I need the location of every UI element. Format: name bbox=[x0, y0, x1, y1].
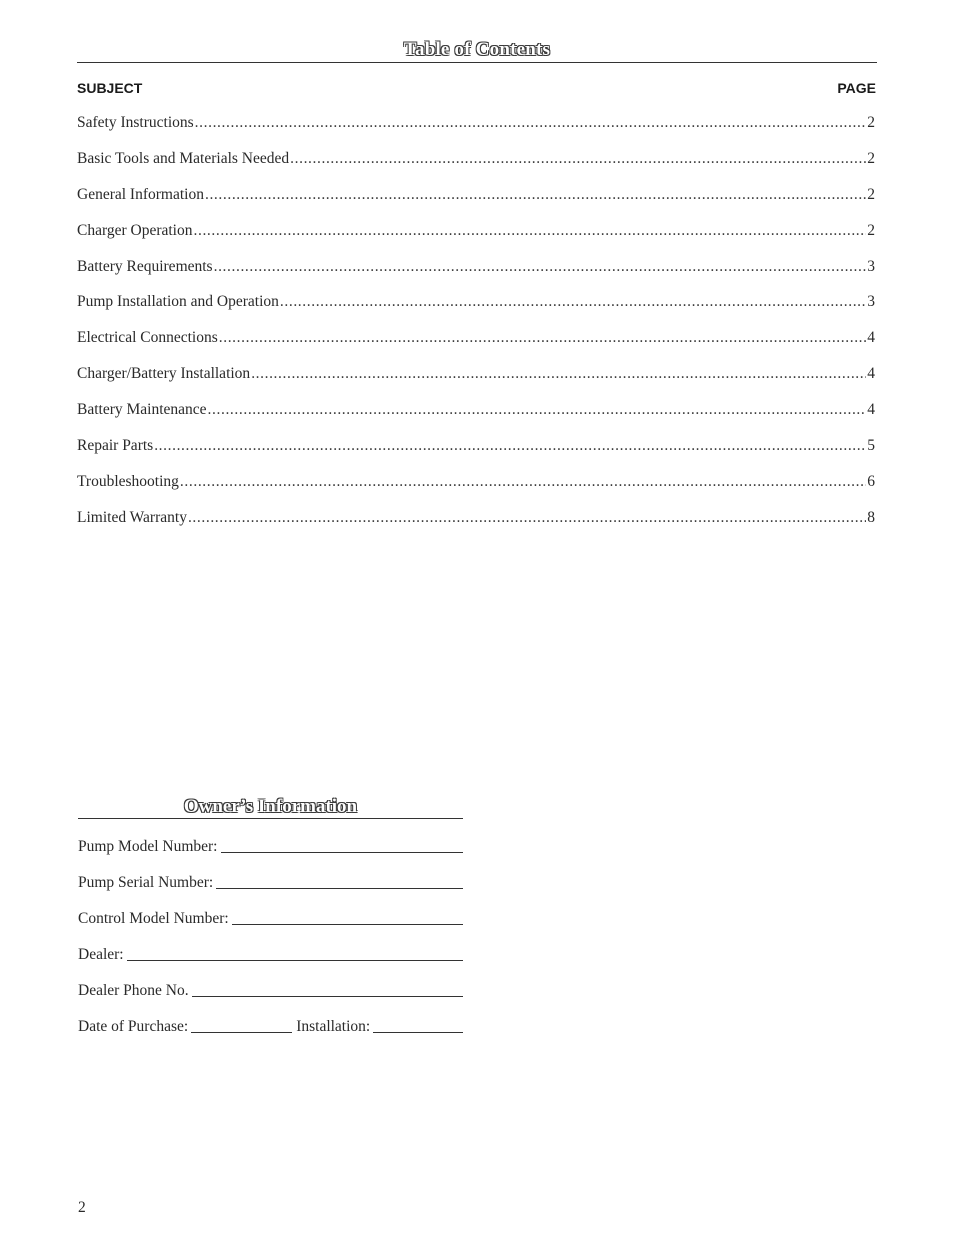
blank-write-in-line bbox=[221, 852, 464, 853]
toc-entry bbox=[77, 220, 875, 256]
toc-entry-label: Troubleshooting bbox=[77, 472, 179, 490]
date-of-purchase-label: Date of Purchase: bbox=[78, 1018, 189, 1035]
toc-entry-page: 3 bbox=[867, 293, 875, 311]
toc-entry bbox=[77, 399, 875, 435]
toc-entry-page: 2 bbox=[867, 221, 875, 239]
toc-entry-page: 4 bbox=[867, 365, 875, 383]
toc-list bbox=[77, 112, 875, 543]
blank-write-in-line bbox=[232, 924, 463, 925]
page-number: 2 bbox=[78, 1199, 86, 1216]
toc-entry-page: 4 bbox=[867, 401, 875, 419]
dot-leader bbox=[205, 184, 866, 206]
owner-field-label: Pump Model Number: bbox=[78, 838, 218, 855]
dot-leader bbox=[154, 435, 866, 457]
owner-field-label: Pump Serial Number: bbox=[78, 874, 214, 891]
dot-leader bbox=[195, 112, 867, 134]
toc-entry-page: 5 bbox=[867, 437, 875, 455]
toc-entry-label: Charger Operation bbox=[77, 221, 193, 239]
toc-entry-label: Limited Warranty bbox=[77, 508, 187, 526]
blank-write-in-line bbox=[216, 888, 463, 889]
page-column-header: PAGE bbox=[837, 80, 876, 96]
dot-leader bbox=[194, 220, 867, 242]
owner-information-form bbox=[78, 836, 463, 1052]
toc-column-headers bbox=[77, 78, 876, 98]
owner-field-dealer-phone bbox=[78, 980, 463, 1016]
toc-entry-page: 2 bbox=[867, 185, 875, 203]
toc-entry bbox=[77, 148, 875, 184]
installation-label: Installation: bbox=[296, 1018, 371, 1035]
toc-entry-label: Electrical Connections bbox=[77, 329, 218, 347]
toc-entry-page: 3 bbox=[867, 257, 875, 275]
toc-entry-label: Battery Requirements bbox=[77, 257, 213, 275]
dot-leader bbox=[214, 256, 867, 278]
dot-leader bbox=[208, 399, 867, 421]
owner-field-pump-model bbox=[78, 836, 463, 872]
blank-write-in-line bbox=[127, 960, 463, 961]
owner-information-title: Owner’s Information bbox=[183, 796, 358, 817]
toc-entry-label: Repair Parts bbox=[77, 437, 154, 455]
toc-entry bbox=[77, 327, 875, 363]
owner-field-label: Dealer Phone No. bbox=[78, 982, 189, 999]
toc-entry-label: Charger/Battery Installation bbox=[77, 365, 251, 383]
toc-entry-page: 8 bbox=[867, 508, 875, 526]
owner-field-control-model bbox=[78, 908, 463, 944]
dot-leader bbox=[251, 363, 866, 385]
toc-title-rule bbox=[77, 62, 877, 63]
toc-entry-label: Safety Instructions bbox=[77, 114, 194, 131]
owner-field-label: Control Model Number: bbox=[78, 910, 229, 927]
toc-entry bbox=[77, 435, 875, 471]
blank-write-in-line bbox=[373, 1032, 463, 1033]
toc-entry-label: Basic Tools and Materials Needed bbox=[77, 149, 290, 167]
toc-entry-label: Battery Maintenance bbox=[77, 401, 207, 419]
toc-entry bbox=[77, 507, 875, 543]
owner-field-pump-serial bbox=[78, 872, 463, 908]
owner-field-purchase-installation bbox=[78, 1016, 463, 1052]
toc-entry bbox=[77, 363, 875, 399]
dot-leader bbox=[180, 471, 866, 493]
toc-entry-label: Pump Installation and Operation bbox=[77, 293, 279, 311]
toc-entry-page: 2 bbox=[867, 114, 875, 131]
toc-entry-page: 6 bbox=[867, 472, 875, 490]
dot-leader bbox=[280, 291, 866, 313]
toc-entry bbox=[77, 291, 875, 327]
dot-leader bbox=[188, 507, 866, 529]
owner-title-rule bbox=[78, 818, 463, 819]
toc-entry bbox=[77, 112, 875, 148]
toc-entry bbox=[77, 471, 875, 507]
blank-write-in-line bbox=[192, 996, 463, 997]
toc-title: Table of Contents bbox=[403, 39, 551, 60]
toc-entry-label: General Information bbox=[77, 185, 204, 203]
toc-entry bbox=[77, 256, 875, 292]
dot-leader bbox=[219, 327, 867, 349]
owner-field-label: Dealer: bbox=[78, 946, 124, 963]
toc-entry-page: 4 bbox=[867, 329, 875, 347]
toc-entry bbox=[77, 184, 875, 220]
blank-write-in-line bbox=[191, 1032, 292, 1033]
owner-field-dealer bbox=[78, 944, 463, 980]
subject-column-header: SUBJECT bbox=[77, 80, 143, 96]
toc-entry-page: 2 bbox=[867, 149, 875, 167]
dot-leader bbox=[290, 148, 866, 170]
